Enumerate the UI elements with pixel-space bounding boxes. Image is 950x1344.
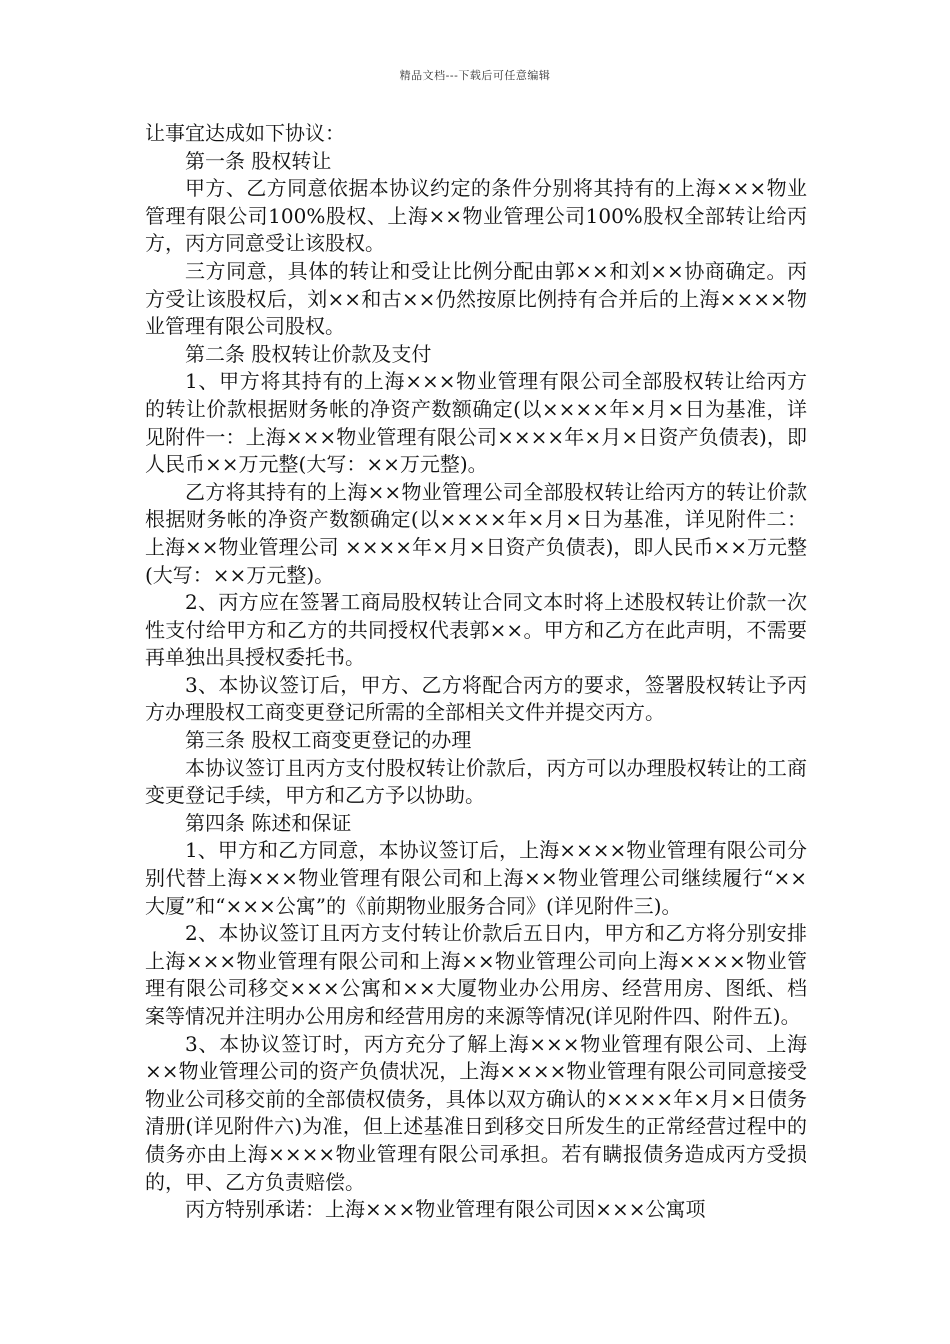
paragraph: 1、甲方将其持有的上海×××物业管理有限公司全部股权转让给丙方的转让价款根据财务帐的净资产数额确定(以××××年×月×日为基准，详见附件一：上海×××物业管理有限公司××××年×月×日资产负债表)，即人民币××万元整(大写：××万元整)。 <box>145 369 807 477</box>
page-header: 精品文档---下载后可任意编辑 <box>399 69 551 82</box>
paragraph: 第一条 股权转让 <box>185 148 332 173</box>
paragraph: 3、本协议签订时，丙方充分了解上海×××物业管理有限公司、上海××物业管理公司的资产负债状况，上海××××物业管理有限公司同意接受物业公司移交前的全部债权债务，具体以双方确认的××××年×月×日债务清册(详见附件六)为准，但上述基准日到移交日所发生的正常经营过程中的债务亦由上海××××物业管理有限公司承担。若有瞒报债务造成丙方受损的，甲、乙方负责赔偿。 <box>145 1031 807 1194</box>
paragraph: 2、丙方应在签署工商局股权转让合同文本时将上述股权转让价款一次性支付给甲方和乙方的共同授权代表郭××。甲方和乙方在此声明，不需要再单独出具授权委托书。 <box>145 590 807 670</box>
paragraph: 第四条 陈述和保证 <box>185 810 352 835</box>
paragraph: 丙方特别承诺：上海×××物业管理有限公司因×××公寓项 <box>185 1197 706 1222</box>
paragraph: 第三条 股权工商变更登记的办理 <box>185 728 472 753</box>
paragraph: 1、甲方和乙方同意，本协议签订后，上海××××物业管理有限公司分别代替上海×××物业管理有限公司和上海××物业管理公司继续履行“××大厦”和“×××公寓”的《前期物业服务合同》(详见附件三)。 <box>145 838 807 918</box>
paragraph: 让事宜达成如下协议： <box>145 121 345 145</box>
paragraph: 2、本协议签订且丙方支付转让价款后五日内，甲方和乙方将分别安排上海×××物业管理有限公司和上海××物业管理公司向上海××××物业管理有限公司移交×××公寓和××大厦物业办公用房、经营用房、图纸、档案等情况并注明办公用房和经营用房的来源等情况(详见附件四、附件五)。 <box>145 921 807 1028</box>
paragraph: 第二条 股权转让价款及支付 <box>185 341 432 366</box>
paragraph: 本协议签订且丙方支付股权转让价款后，丙方可以办理股权转让的工商变更登记手续，甲方和乙方予以协助。 <box>145 755 807 808</box>
paragraph: 甲方、乙方同意依据本协议约定的条件分别将其持有的上海×××物业管理有限公司100%股权、上海××物业管理公司100%股权全部转让给丙方，丙方同意受让该股权。 <box>145 176 807 256</box>
paragraph: 3、本协议签订后，甲方、乙方将配合丙方的要求，签署股权转让予丙方办理股权工商变更登记所需的全部相关文件并提交丙方。 <box>145 672 807 725</box>
document-body <box>145 120 807 1224</box>
paragraph: 三方同意，具体的转让和受让比例分配由郭××和刘××协商确定。丙方受让该股权后，刘××和古××仍然按原比例持有合并后的上海××××物业管理有限公司股权。 <box>145 258 807 339</box>
paragraph: 乙方将其持有的上海××物业管理公司全部股权转让给丙方的转让价款根据财务帐的净资产数额确定(以××××年×月×日为基准，详见附件二：上海××物业管理公司 ××××年×月×日资产负债表)，即人民币××万元整(大写：××万元整)。 <box>145 479 807 587</box>
